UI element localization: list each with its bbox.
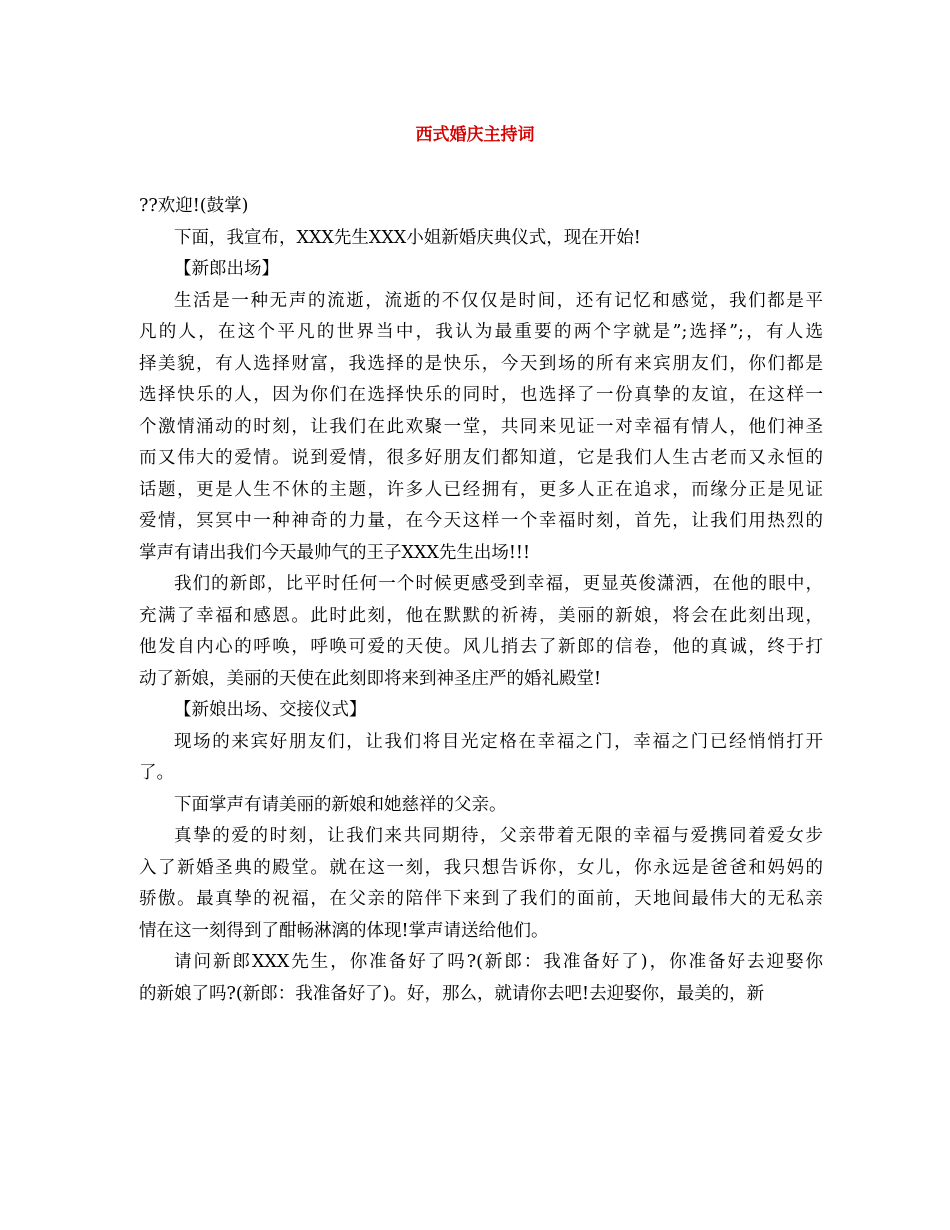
paragraph-p6	[139, 727, 823, 790]
paragraph-line: 凡的人，在这个平凡的世界当中，我认为最重要的两个字就是”;选择”;，有人选	[139, 322, 823, 342]
paragraph-line: 情在这一刻得到了酣畅淋漓的体现!掌声请送给他们。	[139, 920, 549, 941]
paragraph-line: 我们的新郎，比平时任何一个时候更感受到幸福，更显英俊潇洒，在他的眼中，	[174, 574, 823, 594]
paragraph-p8	[139, 821, 823, 947]
paragraph-line: 生活是一种无声的流逝，流逝的不仅仅是时间，还有记忆和感觉，我们都是平	[174, 290, 823, 311]
paragraph-line: 骄傲。最真挚的祝福，在父亲的陪伴下来到了我们的面前，天地间最伟大的无私亲	[139, 889, 823, 909]
paragraph-line: 掌声有请出我们今天最帅气的王子XXX先生出场!!!	[139, 542, 530, 563]
paragraph-line: 请问新郎XXX先生，你准备好了吗?(新郎：我准备好了)，你准备好去迎娶你	[174, 952, 823, 972]
paragraph-line: 他发自内心的呼唤，呼唤可爱的天使。风儿捎去了新郎的信卷，他的真诚，终于打	[139, 637, 823, 657]
paragraph-line: 选择快乐的人，因为你们在选择快乐的同时，也选择了一份真挚的友谊，在这样一	[139, 385, 823, 405]
paragraph-line: 择美貌，有人选择财富，我选择的是快乐，今天到场的所有来宾朋友们，你们都是	[139, 353, 823, 374]
paragraph-p2	[139, 254, 823, 286]
paragraph-line: 【新郎出场】	[174, 259, 279, 279]
paragraph-p4	[139, 569, 823, 695]
paragraph-line: 真挚的爱的时刻，让我们来共同期待，父亲带着无限的幸福与爱携同着爱女步	[174, 826, 823, 846]
paragraph-line: 下面，我宣布，XXX先生XXX小姐新婚庆典仪式，现在开始!	[174, 227, 641, 248]
paragraph-p0	[139, 191, 823, 223]
paragraph-line: 的新娘了吗?(新郎：我准备好了)。好，那么，就请你去吧!去迎娶你，最美的，新	[139, 983, 765, 1004]
paragraph-line: ??欢迎!(鼓掌)	[139, 196, 249, 216]
paragraph-line: 而又伟大的爱情。说到爱情，很多好朋友们都知道，它是我们人生古老而又永恒的	[139, 448, 823, 468]
paragraph-p1	[139, 223, 823, 255]
paragraph-line: 【新娘出场、交接仪式】	[174, 700, 367, 720]
paragraph-line: 充满了幸福和感恩。此时此刻，他在默默的祈祷，美丽的新娘，将会在此刻出现，	[139, 605, 823, 626]
paragraph-line: 入了新婚圣典的殿堂。就在这一刻，我只想告诉你，女儿，你永远是爸爸和妈妈的	[139, 857, 823, 878]
document-title: 西式婚庆主持词	[415, 125, 535, 145]
paragraph-line: 现场的来宾好朋友们，让我们将目光定格在幸福之门，幸福之门已经悄悄打开	[174, 731, 823, 752]
paragraph-line: 话题，更是人生不休的主题，许多人已经拥有，更多人正在追求，而缘分正是见证	[139, 479, 823, 500]
paragraph-line: 动了新娘，美丽的天使在此刻即将来到神圣庄严的婚礼殿堂!	[139, 668, 602, 689]
paragraph-line: 爱情，冥冥中一种神奇的力量，在今天这样一个幸福时刻，首先，让我们用热烈的	[139, 511, 823, 531]
paragraph-p9	[139, 947, 823, 1010]
paragraph-line: 了。	[139, 763, 174, 783]
paragraph-line: 下面掌声有请美丽的新娘和她慈祥的父亲。	[174, 794, 507, 815]
paragraph-p7	[139, 790, 823, 822]
document-body	[139, 191, 823, 1010]
paragraph-p3	[139, 286, 823, 570]
paragraph-p5	[139, 695, 823, 727]
paragraph-line: 个激情涌动的时刻，让我们在此欢聚一堂，共同来见证一对幸福有情人，他们神圣	[139, 416, 823, 437]
